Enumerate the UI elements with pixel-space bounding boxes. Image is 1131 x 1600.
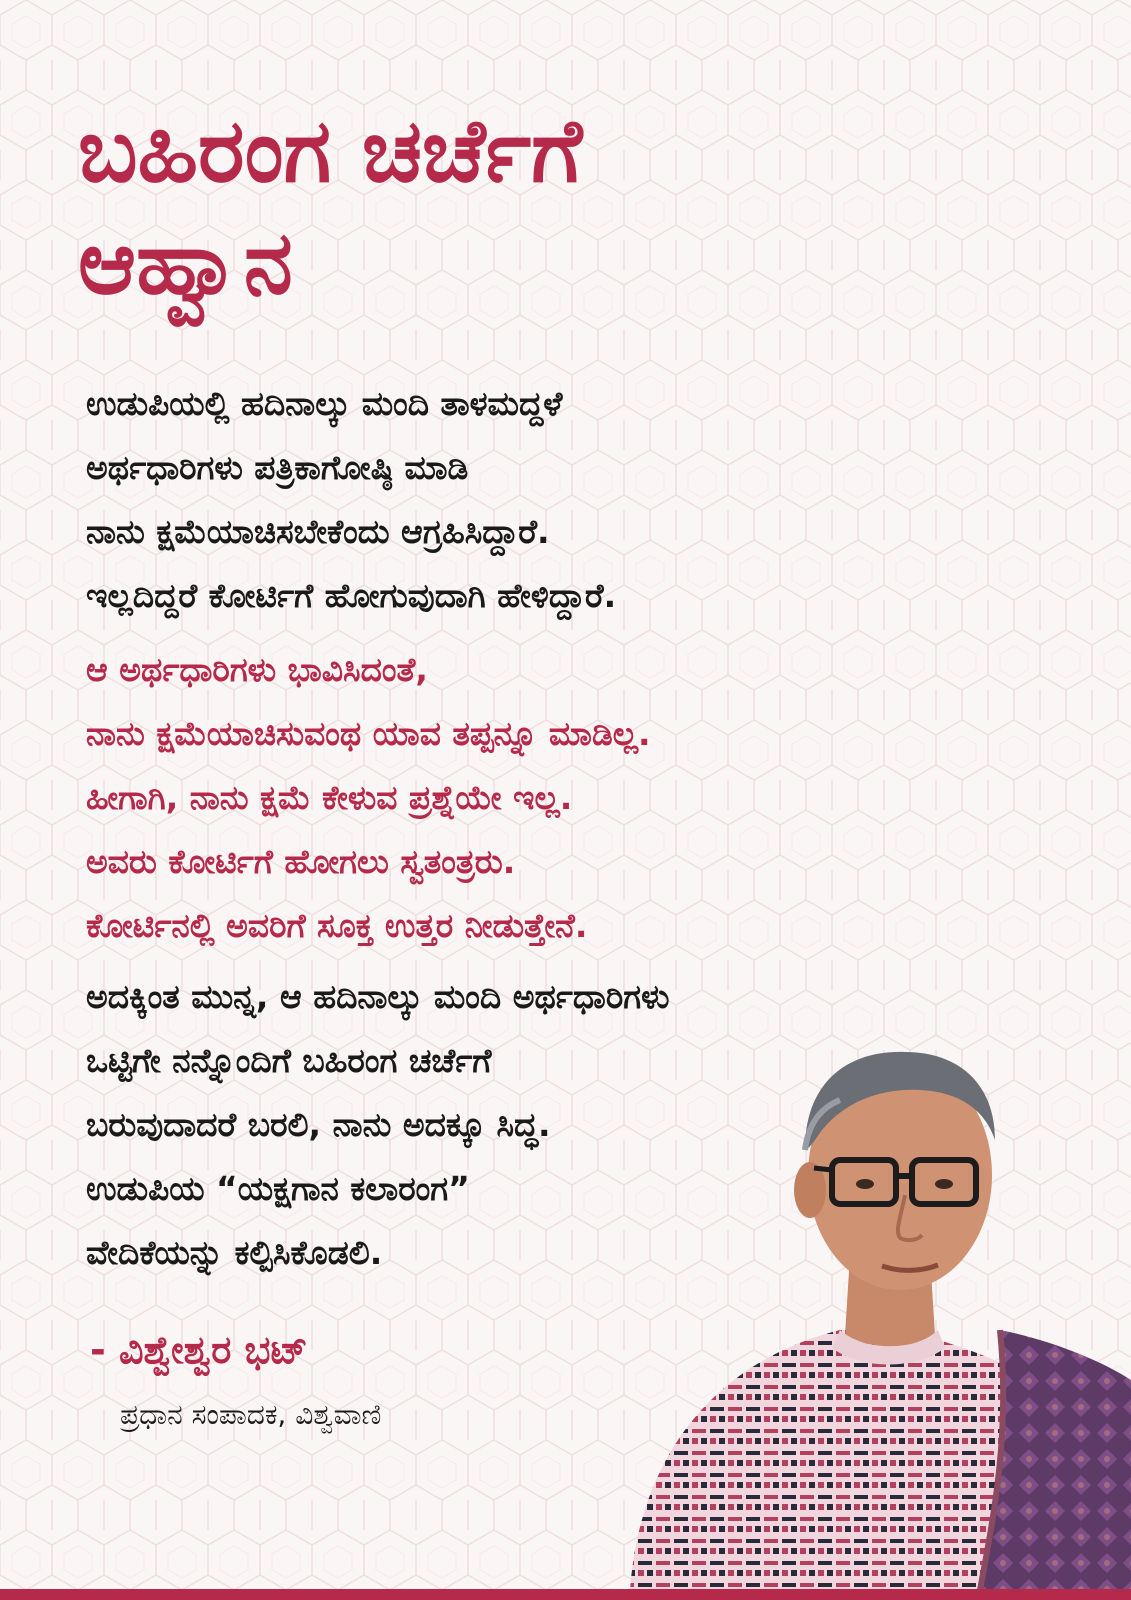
response-line: ಹೀಗಾಗಿ, ನಾನು ಕ್ಷಮೆ ಕೇಳುವ ಪ್ರಶ್ನೆಯೇ ಇಲ್ಲ. [86,778,573,817]
response-line: ಕೋರ್ಟಿನಲ್ಲಿ ಅವರಿಗೆ ಸೂಕ್ತ ಉತ್ತರ ನೀಡುತ್ತೇನೆ. [86,906,588,945]
response-line: ಅವರು ಕೋರ್ಟಿಗೆ ಹೋಗಲು ಸ್ವತಂತ್ರರು. [86,842,516,881]
title-line-1: ಬಹಿರಂಗ ಚರ್ಚೆಗೆ [78,99,583,202]
intro-line: ನಾನು ಕ್ಷಮೆಯಾಚಿಸಬೇಕೆಂದು ಆಗ್ರಹಿಸಿದ್ದಾರೆ. [86,512,550,551]
invitation-paragraph [86,965,670,1285]
author-signature: - ವಿಶ್ವೇಶ್ವರ ಭಟ್ [90,1328,308,1372]
intro-paragraph [86,372,616,628]
invitation-line: ಬರುವುದಾದರೆ ಬರಲಿ, ನಾನು ಅದಕ್ಕೂ ಸಿದ್ಧ. [86,1105,551,1144]
bottom-accent-bar [0,1589,1131,1600]
intro-line: ಉಡುಪಿಯಲ್ಲಿ ಹದಿನಾಲ್ಕು ಮಂದಿ ತಾಳಮದ್ದಳೆ [86,384,563,423]
intro-line: ಇಲ್ಲದಿದ್ದರೆ ಕೋರ್ಟಿಗೆ ಹೋಗುವುದಾಗಿ ಹೇಳಿದ್ದಾರೆ. [86,576,617,615]
response-line: ಆ ಅರ್ಥಧಾರಿಗಳು ಭಾವಿಸಿದಂತೆ, [86,650,428,689]
invitation-line: ಅದಕ್ಕಿಂತ ಮುನ್ನ, ಆ ಹದಿನಾಲ್ಕು ಮಂದಿ ಅರ್ಥಧಾರಿಗಳು [86,977,670,1016]
invitation-line: ಒಟ್ಟಿಗೇ ನನ್ನೊಂದಿಗೆ ಬಹಿರಂಗ ಚರ್ಚೆಗೆ [86,1041,492,1080]
invitation-line: ವೇದಿಕೆಯನ್ನು ಕಲ್ಪಿಸಿಕೊಡಲಿ. [86,1233,383,1272]
author-portrait [600,1030,1131,1590]
intro-line: ಅರ್ಥಧಾರಿಗಳು ಪತ್ರಿಕಾಗೋಷ್ಠಿ ಮಾಡಿ [86,448,469,487]
poster-title [78,95,582,319]
invitation-line: ಉಡುಪಿಯ “ಯಕ್ಷಗಾನ ಕಲಾರಂಗ” [86,1169,470,1208]
author-designation: ಪ್ರಧಾನ ಸಂಪಾದಕ, ವಿಶ್ವವಾಣಿ [120,1398,382,1431]
response-line: ನಾನು ಕ್ಷಮೆಯಾಚಿಸುವಂಥ ಯಾವ ತಪ್ಪನ್ನೂ ಮಾಡಿಲ್ಲ. [86,714,651,753]
response-paragraph [86,638,651,958]
title-line-2: ಆಹ್ವಾನ [78,211,293,314]
